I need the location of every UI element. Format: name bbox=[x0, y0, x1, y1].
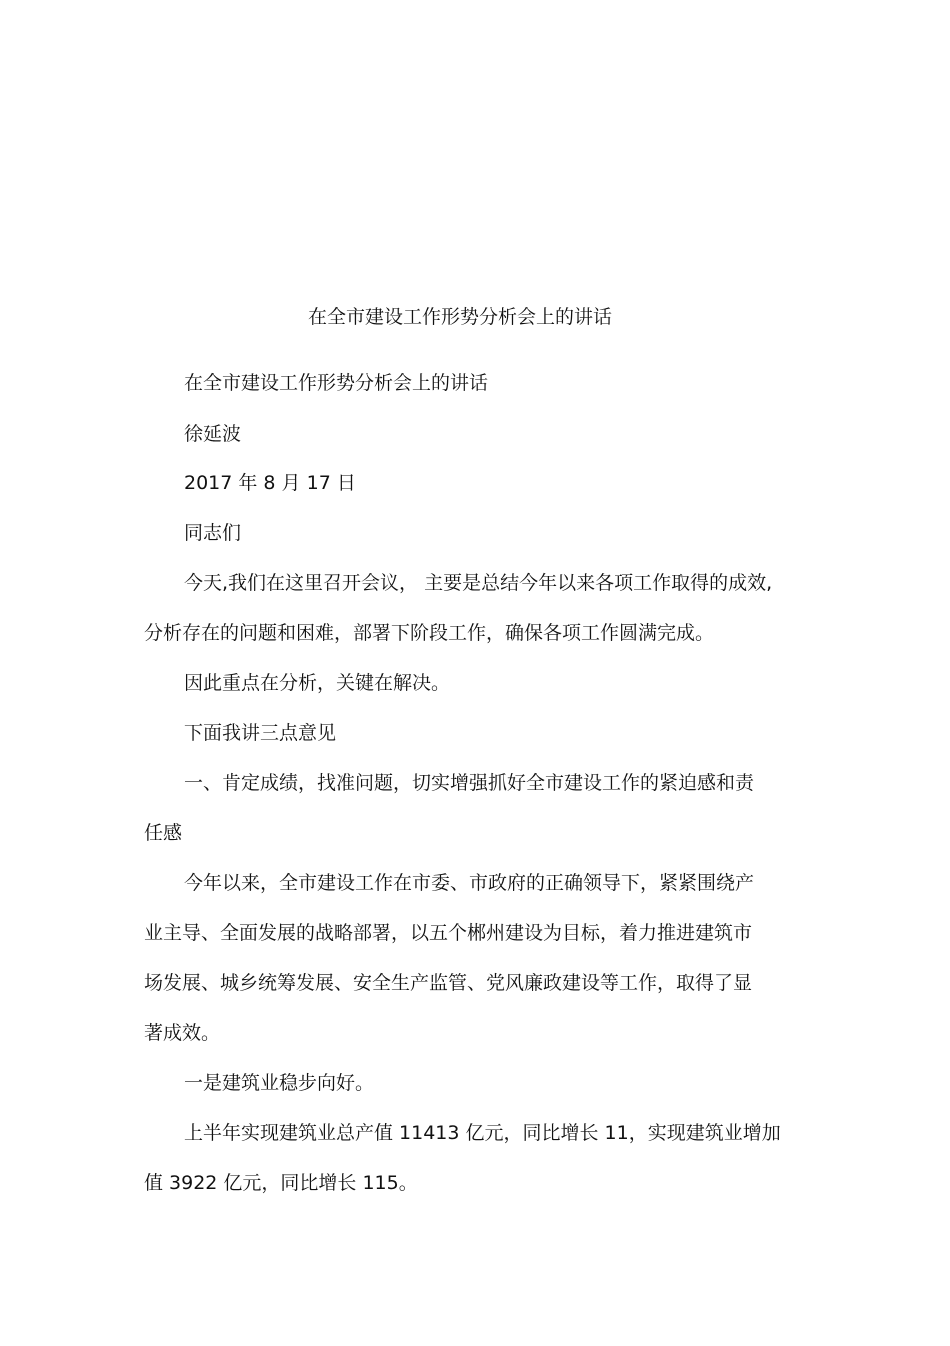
paragraph-line: 业主导、全面发展的战略部署，以五个郴州建设为目标，着力推进建筑市 bbox=[144, 922, 753, 944]
speech-heading: 在全市建设工作形势分析会上的讲话 bbox=[184, 372, 489, 394]
paragraph-line: 今天,我们在这里召开会议， 主要是总结今年以来各项工作取得的成效, bbox=[184, 572, 773, 594]
section-heading-line: 一、肯定成绩，找准问题，切实增强抓好全市建设工作的紧迫感和责 bbox=[184, 772, 755, 794]
subheading-line: 一是建筑业稳步向好。 bbox=[184, 1072, 375, 1094]
speech-date: 2017 年 8 月 17 日 bbox=[184, 472, 356, 494]
paragraph-line: 上半年实现建筑业总产值 11413 亿元，同比增长 11，实现建筑业增加 bbox=[184, 1122, 781, 1144]
paragraph-line: 下面我讲三点意见 bbox=[184, 722, 337, 744]
paragraph-line: 今年以来，全市建设工作在市委、市政府的正确领导下，紧紧围绕产 bbox=[184, 872, 755, 894]
paragraph-line: 场发展、城乡统筹发展、安全生产监管、党风廉政建设等工作，取得了显 bbox=[144, 972, 753, 994]
document-title: 在全市建设工作形势分析会上的讲话 bbox=[307, 306, 612, 328]
paragraph-line: 分析存在的问题和困难，部署下阶段工作，确保各项工作圆满完成。 bbox=[144, 622, 715, 644]
section-heading-line: 任感 bbox=[144, 822, 183, 844]
paragraph-line: 值 3922 亿元，同比增长 115。 bbox=[144, 1172, 418, 1194]
paragraph-line: 著成效。 bbox=[144, 1022, 221, 1044]
paragraph-line: 因此重点在分析，关键在解决。 bbox=[184, 672, 451, 694]
salutation: 同志们 bbox=[184, 522, 242, 544]
speaker-name: 徐延波 bbox=[184, 423, 242, 445]
